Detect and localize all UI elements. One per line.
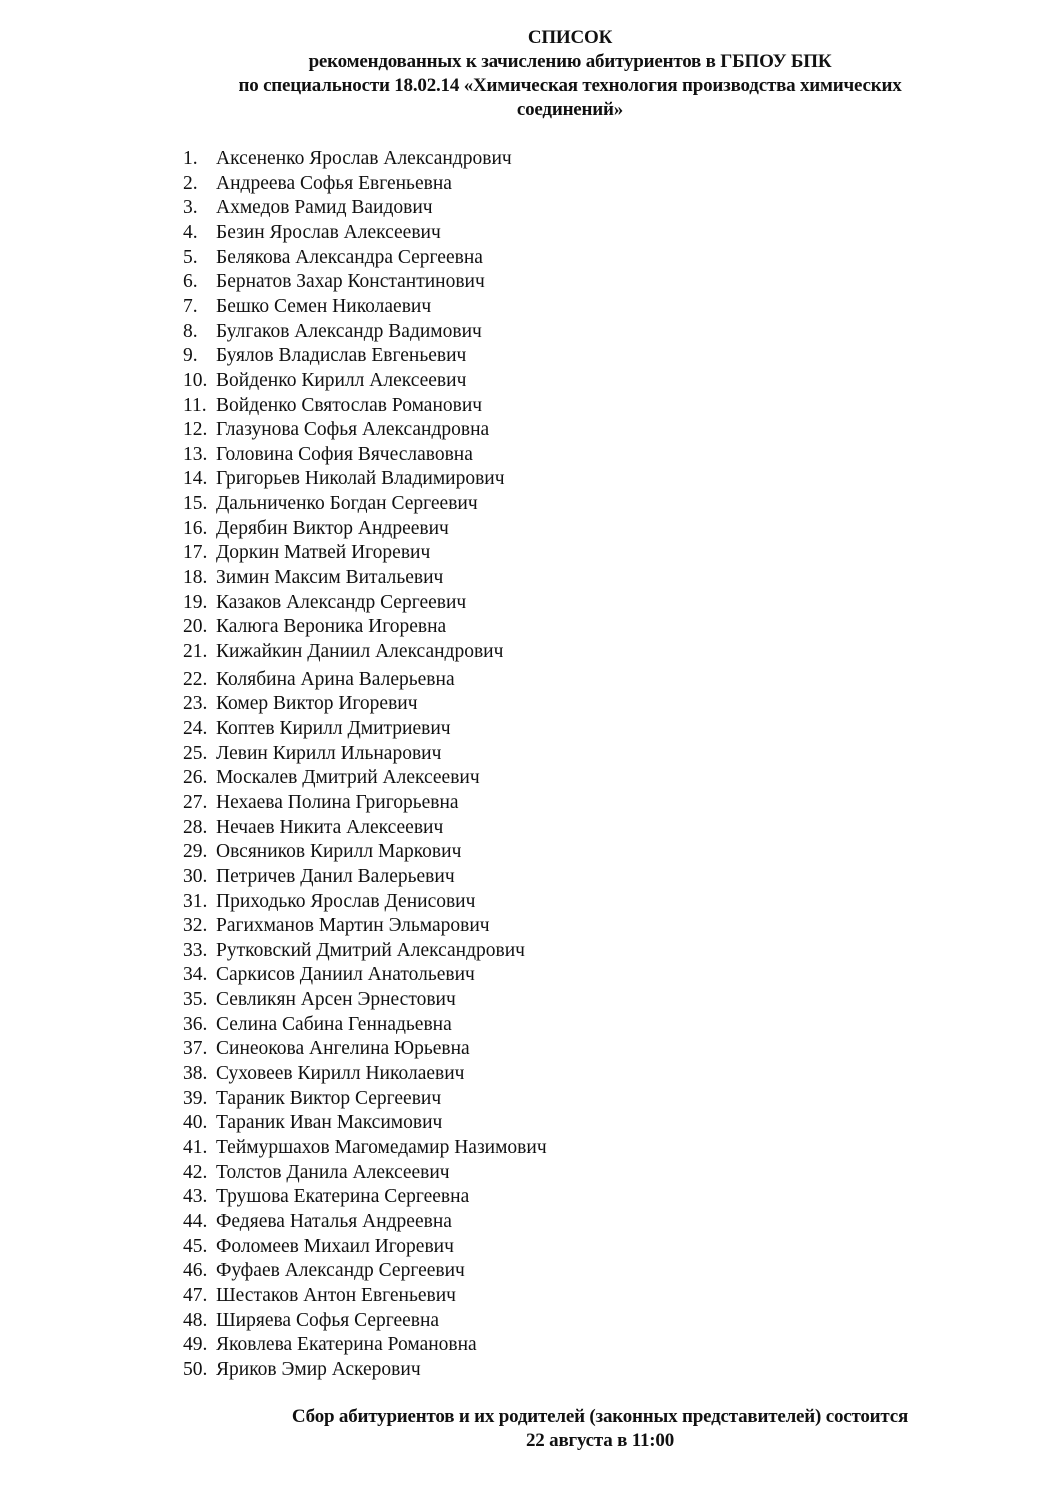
list-item	[183, 766, 480, 790]
list-item	[183, 517, 449, 541]
list-item	[183, 1037, 470, 1061]
list-item-number: 40.	[183, 1112, 208, 1134]
list-item-number: 3.	[183, 197, 198, 219]
list-item	[183, 492, 478, 516]
list-item-number: 13.	[183, 443, 208, 465]
list-item	[183, 418, 489, 442]
applicant-name: Калюга Вероника Игоревна	[216, 616, 447, 638]
list-item-number: 22.	[183, 668, 208, 690]
applicant-name: Дальниченко Богдан Сергеевич	[216, 493, 478, 515]
list-item-number: 38.	[183, 1063, 208, 1085]
applicant-name: Доркин Матвей Игоревич	[216, 542, 431, 564]
list-item-number: 16.	[183, 517, 208, 539]
list-item-number: 47.	[183, 1284, 208, 1306]
applicant-name: Дерябин Виктор Андреевич	[216, 517, 449, 539]
applicant-name: Войденко Кирилл Алексеевич	[216, 369, 467, 391]
list-item	[183, 1309, 439, 1333]
applicant-name: Яковлева Екатерина Романовна	[216, 1334, 477, 1356]
list-item	[183, 742, 441, 766]
list-item-number: 2.	[183, 172, 198, 194]
list-item-number: 5.	[183, 246, 198, 268]
list-item-number: 31.	[183, 890, 208, 912]
applicant-name: Саркисов Даниил Анатольевич	[216, 964, 475, 986]
list-item-number: 26.	[183, 767, 208, 789]
list-item	[183, 443, 473, 467]
applicant-name: Шестаков Антон Евгеньевич	[216, 1284, 456, 1306]
applicant-name: Кижайкин Даниил Александрович	[216, 641, 504, 662]
list-item-number: 7.	[183, 295, 198, 317]
list-item	[183, 840, 461, 864]
list-item	[183, 196, 433, 220]
applicant-name: Нехаева Полина Григорьевна	[216, 791, 459, 813]
applicant-name: Безин Ярослав Алексеевич	[216, 221, 441, 243]
list-item	[183, 566, 443, 590]
list-item-number: 36.	[183, 1013, 208, 1035]
applicant-name: Коптев Кирилл Дмитриевич	[216, 717, 451, 739]
applicant-name: Петричев Данил Валерьевич	[216, 865, 455, 887]
list-item-number: 50.	[183, 1358, 208, 1380]
list-item	[183, 246, 483, 270]
applicant-name: Тараник Виктор Сергеевич	[216, 1087, 442, 1109]
list-item	[183, 668, 455, 692]
applicant-name: Григорьев Николай Владимирович	[216, 468, 505, 490]
applicant-name: Теймуршахов Магомедамир Назимович	[216, 1137, 547, 1158]
list-item-number: 4.	[183, 221, 198, 243]
list-item-number: 28.	[183, 816, 208, 838]
applicant-name: Аксененко Ярослав Александрович	[216, 148, 512, 169]
list-item-number: 32.	[183, 915, 208, 937]
list-item	[183, 890, 475, 914]
applicant-name: Буялов Владислав Евгеньевич	[216, 345, 467, 367]
list-item-number: 17.	[183, 542, 208, 564]
document-header	[150, 26, 990, 122]
meeting-date: 22 августа в 11:00	[526, 1430, 674, 1451]
list-item-number: 11.	[183, 394, 207, 416]
list-item	[183, 1062, 464, 1086]
list-item	[183, 865, 455, 889]
list-item	[183, 1087, 441, 1111]
applicant-name: Фуфаев Александр Сергеевич	[216, 1260, 465, 1282]
applicant-name: Булгаков Александр Вадимович	[216, 320, 482, 342]
list-item	[183, 1136, 547, 1160]
applicant-name: Рагихманов Мартин Эльмарович	[216, 915, 490, 937]
applicant-name: Ахмедов Рамид Ваидович	[216, 197, 433, 219]
list-item	[183, 1185, 469, 1209]
list-item	[183, 1333, 477, 1357]
applicant-name: Ширяева Софья Сергеевна	[216, 1309, 440, 1331]
list-item	[183, 295, 431, 319]
list-item	[183, 1111, 442, 1135]
applicant-name: Войденко Святослав Романович	[216, 394, 483, 416]
applicant-name: Яриков Эмир Аскерович	[216, 1358, 421, 1380]
list-item	[183, 1358, 421, 1382]
list-item-number: 34.	[183, 964, 208, 986]
list-item	[183, 369, 466, 393]
list-item-number: 14.	[183, 468, 208, 490]
applicant-name: Левин Кирилл Ильнарович	[216, 742, 442, 764]
list-item	[183, 541, 430, 565]
list-item	[183, 172, 452, 196]
list-item-number: 48.	[183, 1309, 208, 1331]
list-item-number: 37.	[183, 1038, 208, 1060]
applicant-name: Казаков Александр Сергеевич	[216, 591, 467, 613]
list-item-number: 39.	[183, 1087, 208, 1109]
list-item-number: 21.	[183, 641, 208, 662]
list-item-number: 42.	[183, 1161, 208, 1183]
list-item-number: 8.	[183, 320, 198, 342]
list-item	[183, 1284, 456, 1308]
list-item	[183, 467, 505, 491]
meeting-notice: Сбор абитуриентов и их родителей (законных представителей) состоится	[291, 1406, 909, 1427]
applicant-name: Севликян Арсен Эрнестович	[216, 989, 456, 1011]
applicant-name: Колябина Арина Валерьевна	[216, 668, 455, 690]
list-item-number: 24.	[183, 717, 208, 739]
applicant-name: Бернатов Захар Константинович	[216, 271, 485, 293]
list-item	[183, 221, 441, 245]
applicant-name: Толстов Данила Алексеевич	[216, 1161, 450, 1183]
applicant-name: Трушова Екатерина Сергеевна	[216, 1186, 470, 1208]
list-item	[183, 615, 446, 639]
applicant-name: Тараник Иван Максимович	[216, 1112, 443, 1134]
list-item	[183, 320, 482, 344]
applicant-name: Рутковский Дмитрий Александрович	[216, 939, 525, 961]
applicant-name: Синеокова Ангелина Юрьевна	[216, 1038, 470, 1060]
list-item-number: 45.	[183, 1235, 208, 1257]
list-item-number: 10.	[183, 369, 208, 391]
specialty-line-2: соединений»	[516, 99, 624, 120]
applicant-name: Селина Сабина Геннадьевна	[216, 1013, 452, 1035]
list-item-number: 25.	[183, 742, 208, 764]
applicant-name: Суховеев Кирилл Николаевич	[216, 1063, 465, 1085]
list-item	[183, 270, 485, 294]
applicant-name: Комер Виктор Игоревич	[216, 693, 418, 715]
applicant-name: Москалев Дмитрий Алексеевич	[216, 767, 480, 789]
list-item-number: 20.	[183, 616, 208, 638]
list-item-number: 23.	[183, 693, 208, 715]
list-item	[183, 692, 418, 716]
list-item-number: 19.	[183, 591, 208, 613]
list-item-number: 9.	[183, 345, 198, 367]
applicant-name: Бешко Семен Николаевич	[216, 295, 432, 317]
document-title: СПИСОК	[527, 27, 613, 48]
list-item	[183, 394, 482, 418]
document-footer	[150, 1405, 1050, 1453]
applicant-name: Нечаев Никита Алексеевич	[216, 816, 444, 838]
list-item-number: 15.	[183, 493, 208, 515]
list-item	[183, 791, 459, 815]
list-item-number: 27.	[183, 791, 208, 813]
list-item-number: 33.	[183, 939, 208, 961]
list-item	[183, 344, 466, 368]
list-item	[183, 963, 475, 987]
applicant-name: Приходько Ярослав Денисович	[216, 890, 476, 912]
list-item	[183, 591, 466, 615]
list-item	[183, 1210, 452, 1234]
list-item	[183, 717, 451, 741]
list-item-number: 44.	[183, 1210, 208, 1232]
document-subtitle: рекомендованных к зачислению абитуриентов в ГБПОУ БПК	[308, 51, 832, 72]
list-item-number: 30.	[183, 865, 208, 887]
list-item	[183, 1013, 452, 1037]
list-item	[183, 1259, 465, 1283]
list-item-number: 18.	[183, 567, 208, 589]
applicant-name: Белякова Александра Сергеевна	[216, 246, 483, 268]
list-item	[183, 988, 456, 1012]
list-item-number: 6.	[183, 271, 198, 293]
list-item-number: 41.	[183, 1137, 208, 1158]
list-item	[183, 939, 525, 963]
list-item-number: 46.	[183, 1260, 208, 1282]
applicant-name: Андреева Софья Евгеньевна	[216, 172, 452, 194]
list-item	[183, 1235, 454, 1259]
list-item-number: 1.	[183, 148, 198, 169]
applicant-name: Зимин Максим Витальевич	[216, 567, 444, 589]
list-item	[183, 640, 503, 664]
applicant-name: Овсяников Кирилл Маркович	[216, 841, 462, 863]
applicant-name: Федяева Наталья Андреевна	[216, 1210, 452, 1232]
list-item	[183, 147, 512, 171]
applicant-name: Глазунова Софья Александровна	[216, 419, 490, 441]
list-item	[183, 1161, 450, 1185]
applicant-name: Фоломеев Михаил Игоревич	[216, 1235, 454, 1257]
applicant-name: Головина София Вячеславовна	[216, 443, 473, 465]
list-item	[183, 914, 490, 938]
list-item	[183, 816, 443, 840]
list-item-number: 49.	[183, 1334, 208, 1356]
list-item-number: 35.	[183, 989, 208, 1011]
list-item-number: 43.	[183, 1186, 208, 1208]
specialty-line-1: по специальности 18.02.14 «Химическая технология производства химических	[238, 75, 902, 96]
list-item-number: 12.	[183, 419, 208, 441]
list-item-number: 29.	[183, 841, 208, 863]
